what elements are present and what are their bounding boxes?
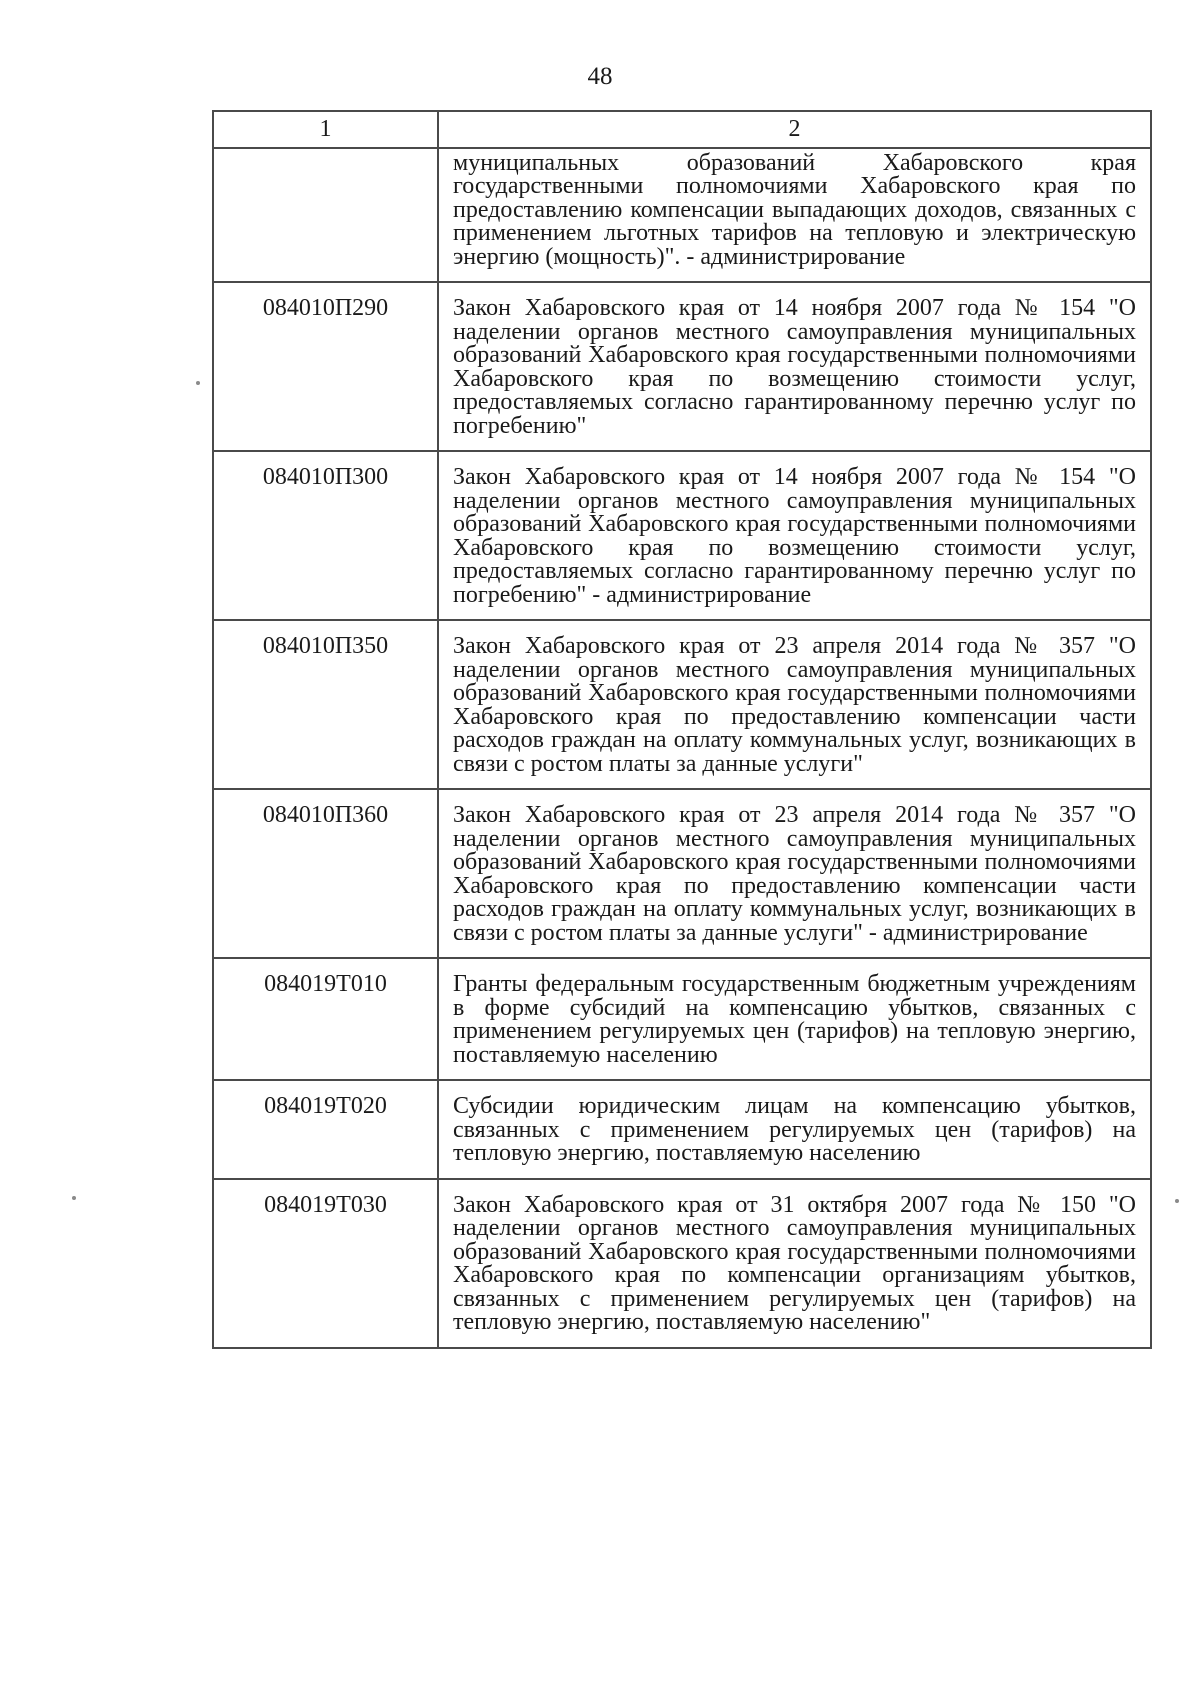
table-row	[213, 451, 1151, 620]
row-description: Закон Хабаровского края от 23 апреля 2014 года № 357 "О наделении органов местного самоуправления муниципальных образований Хабаровского края государственными полномочиями Хабаровского края по предоставлению компенсации части расходов граждан на оплату коммунальных услуг, возникающих в связи с ростом платы за данные услуги"	[438, 620, 1151, 789]
table-row	[213, 1080, 1151, 1179]
row-code: 084010П360	[213, 789, 438, 958]
table-row	[213, 958, 1151, 1080]
row-description: Закон Хабаровского края от 23 апреля 2014 года № 357 "О наделении органов местного самоуправления муниципальных образований Хабаровского края государственными полномочиями Хабаровского края по предоставлению компенсации части расходов граждан на оплату коммунальных услуг, возникающих в связи с ростом платы за данные услуги" - администрирование	[438, 789, 1151, 958]
row-description: Закон Хабаровского края от 31 октября 2007 года № 150 "О наделении органов местного самоуправления муниципальных образований Хабаровского края государственными полномочиями Хабаровского края по компенсации организациям убытков, связанных с применением регулируемых цен (тарифов) на тепловую энергию, поставляемую населению"	[438, 1179, 1151, 1348]
scan-speck	[1175, 1199, 1179, 1203]
row-code: 084019Т020	[213, 1080, 438, 1179]
table-row	[213, 620, 1151, 789]
page-number: 48	[587, 63, 613, 90]
row-description: Закон Хабаровского края от 14 ноября 2007 года № 154 "О наделении органов местного самоуправления муниципальных образований Хабаровского края государственными полномочиями Хабаровского края по возмещению стоимости услуг, предоставляемых согласно гарантированному перечню услуг по погребению" - администрирование	[438, 451, 1151, 620]
row-description: Гранты федеральным государственным бюджетным учреждениям в форме субсидий на компенсацию убытков, связанных с применением регулируемых цен (тарифов) на тепловую энергию, поставляемую населению	[438, 958, 1151, 1080]
row-description: Субсидии юридическим лицам на компенсацию убытков, связанных с применением регулируемых цен (тарифов) на тепловую энергию, поставляемую населению	[438, 1080, 1151, 1179]
scan-speck	[72, 1196, 76, 1200]
row-code: 084010П350	[213, 620, 438, 789]
table-row	[213, 282, 1151, 451]
row-code: 084010П300	[213, 451, 438, 620]
row-code	[213, 148, 438, 283]
codes-table	[212, 110, 1152, 1349]
table-row	[213, 148, 1151, 283]
row-code: 084010П290	[213, 282, 438, 451]
row-description: муниципальных образований Хабаровского края государственными полномочиями Хабаровского края по предоставлению компенсации выпадающих доходов, связанных с применением льготных тарифов на тепловую и электрическую энергию (мощность)". - администрирование	[438, 148, 1151, 283]
row-code: 084019Т010	[213, 958, 438, 1080]
table-row	[213, 789, 1151, 958]
table-row	[213, 1179, 1151, 1348]
table-header-row	[213, 111, 1151, 148]
row-code: 084019Т030	[213, 1179, 438, 1348]
column-header-1: 1	[213, 111, 438, 148]
scan-speck	[196, 381, 200, 385]
column-header-2: 2	[438, 111, 1151, 148]
row-description: Закон Хабаровского края от 14 ноября 2007 года № 154 "О наделении органов местного самоуправления муниципальных образований Хабаровского края государственными полномочиями Хабаровского края по возмещению стоимости услуг, предоставляемых согласно гарантированному перечню услуг по погребению"	[438, 282, 1151, 451]
